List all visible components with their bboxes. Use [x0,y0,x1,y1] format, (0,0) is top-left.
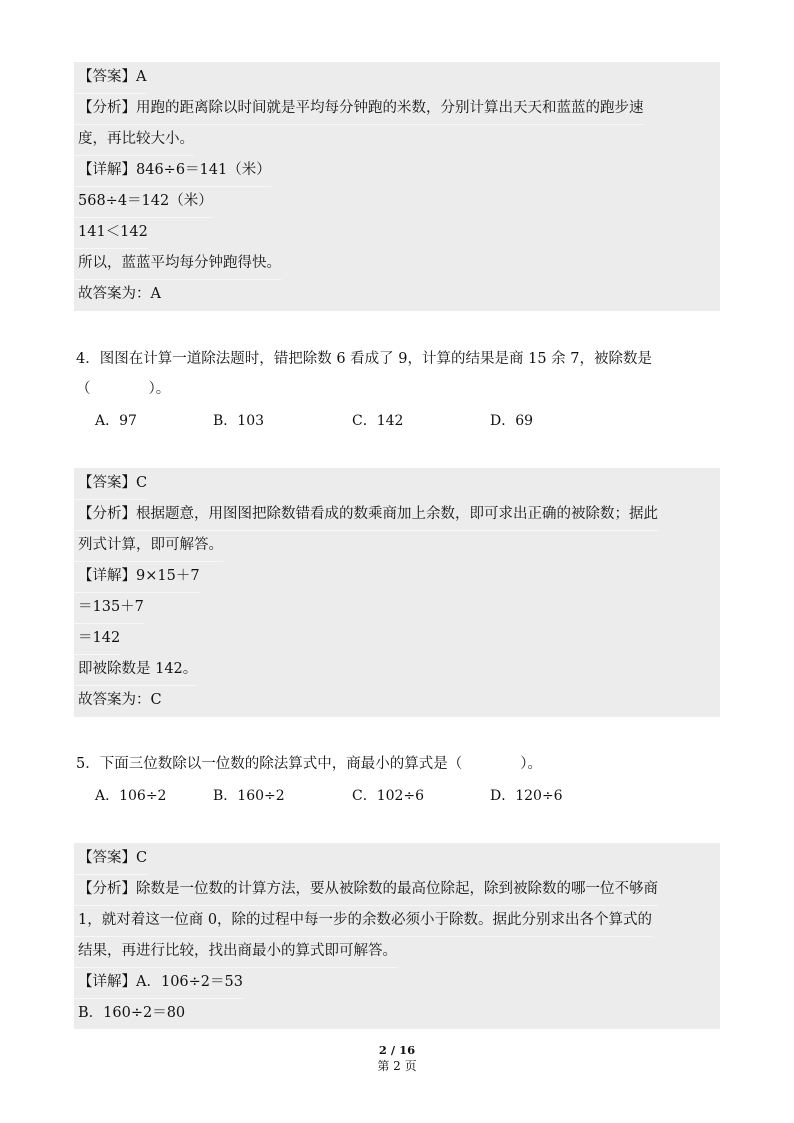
conclusion-line: 故答案为：C [78,692,162,708]
answer-block-q5 [74,843,720,1029]
question-5-stem: 5．下面三位数除以一位数的除法算式中，商最小的算式是（ ）。 [76,756,542,772]
detail-line: 即被除数是 142。 [74,654,197,686]
question-4-stem: 4．图图在计算一道除法题时，错把除数 6 看成了 9，计算的结果是商 15 余 7，被除数是 [76,351,653,367]
answer-block-q4 [74,468,720,717]
question-4-option-d: D．69 [490,413,534,429]
answer-line: 【答案】A [74,62,146,94]
detail-line: B．160÷2＝80 [78,1005,186,1021]
analysis-line: 【分析】根据题意，用图图把除数错看成的数乘商加上余数，即可求出正确的被除数；据此 [74,499,658,531]
question-5-option-a: A．106÷2 [95,788,167,804]
analysis-line: 【分析】除数是一位数的计算方法，要从被除数的最高位除起，除到被除数的哪一位不够商 [74,874,658,906]
question-5-option-b: B．160÷2 [213,788,285,804]
question-4-option-c: C．142 [352,413,404,429]
analysis-line: 1，就对着这一位商 0，除的过程中每一步的余数必须小于除数。据此分别求出各个算式的 [74,905,652,937]
detail-line: 141＜142 [74,217,148,249]
analysis-line: 【分析】用跑的距离除以时间就是平均每分钟跑的米数，分别计算出天天和蓝蓝的跑步速 [74,93,644,125]
page-fraction: 2 / 16 [378,1043,416,1057]
page-label: 第 2 页 [377,1059,417,1073]
detail-line: ＝135＋7 [74,592,144,624]
detail-line: 【详解】846÷6＝141（米） [74,155,271,187]
detail-line: 【详解】A．106÷2＝53 [74,967,243,999]
detail-line: 所以，蓝蓝平均每分钟跑得快。 [74,248,281,280]
question-4-blank: （ ）。 [76,381,171,397]
answer-block-q3 [74,62,720,311]
analysis-line: 度，再比较大小。 [74,124,194,156]
question-5-option-d: D．120÷6 [490,788,563,804]
question-4-option-a: A．97 [95,413,137,429]
detail-line: 568÷4＝142（米） [74,186,213,218]
conclusion-line: 故答案为：A [78,286,161,302]
analysis-line: 列式计算，即可解答。 [74,530,223,562]
answer-line: 【答案】C [74,468,147,500]
detail-line: ＝142 [74,623,120,655]
question-5-option-c: C．102÷6 [352,788,425,804]
answer-line: 【答案】C [74,843,147,875]
question-4-option-b: B．103 [213,413,265,429]
analysis-line: 结果，再进行比较，找出商最小的算式即可解答。 [74,936,397,968]
detail-line: 【详解】9×15＋7 [74,561,200,593]
